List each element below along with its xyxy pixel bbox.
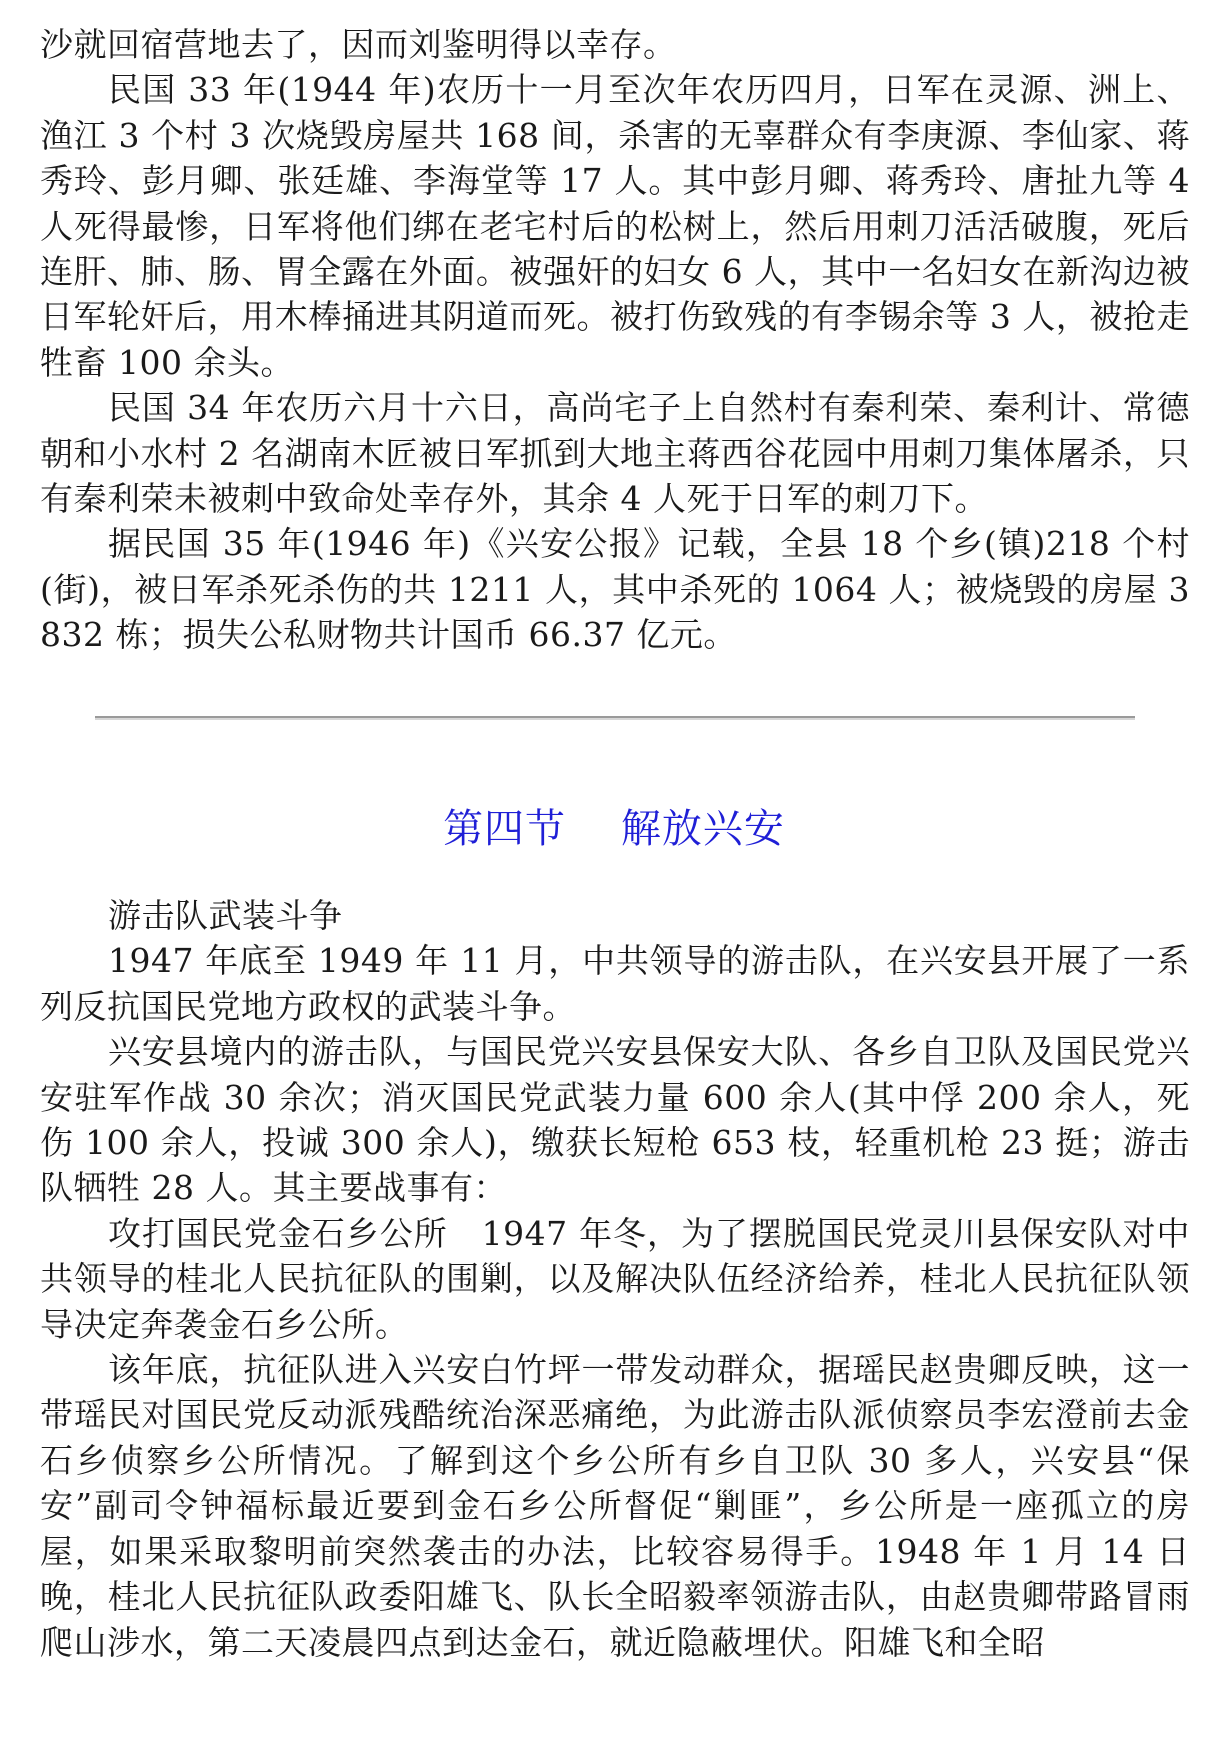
paragraph-battle-summary: 兴安县境内的游击队，与国民党兴安县保安大队、各乡自卫队及国民党兴安驻军作战 30 余次；消灭国民党武装力量 600 余人(其中俘 200 余人，死伤 100 余人，投诚 300 余人)，缴获长短枪 653 枝，轻重机枪 23 挺；游击队牺牲 28 人。其主要战事有： — [40, 1032, 1190, 1208]
section-divider — [95, 716, 1135, 720]
paragraph-jinshi-attack: 攻打国民党金石乡公所 1947 年冬，为了摆脱国民党灵川县保安队对中共领导的桂北人民抗征队的围剿，以及解决队伍经济给养，桂北人民抗征队领导决定奔袭金石乡公所。 — [40, 1213, 1190, 1344]
subheading-guerrilla-struggle: 游击队武装斗争 — [108, 896, 343, 935]
top-text-block — [40, 22, 1190, 658]
paragraph-1944-atrocities: 民国 33 年(1944 年)农历十一月至次年农历四月，日军在灵源、洲上、渔江 3 个村 3 次烧毁房屋共 168 间，杀害的无辜群众有李庚源、李仙家、蒋秀玲、彭月卿、张廷雄、李海堂等 17 人。其中彭月卿、蒋秀玲、唐扯九等 4 人死得最惨，日军将他们绑在老宅村后的松树上，然后用刺刀活活破腹，死后连肝、肺、肠、胃全露在外面。被强奸的妇女 6 人，其中一名妇女在新沟边被日军轮奸后，用木棒捅进其阴道而死。被打伤致残的有李锡余等 3 人，被抢走牲畜 100 余头。 — [40, 70, 1190, 382]
paragraph-1945-massacre: 民国 34 年农历六月十六日，高尚宅子上自然村有秦利荣、秦利计、常德朝和小水村 2 名湖南木匠被日军抓到大地主蒋西谷花园中用刺刀集体屠杀，只有秦利荣未被刺中致命处幸存外，其余 4 人死于日军的刺刀下。 — [40, 388, 1190, 519]
paragraph-continuation: 沙就回宿营地去了，因而刘鉴明得以幸存。 — [40, 25, 677, 64]
bottom-text-block — [40, 893, 1190, 1665]
section-title: 第四节 解放兴安 — [443, 806, 785, 852]
paragraph-1946-statistics: 据民国 35 年(1946 年)《兴安公报》记载，全县 18 个乡(镇)218 个村(街)，被日军杀死杀伤的共 1211 人，其中杀死的 1064 人；被烧毁的房屋 3832 栋；损失公私财物共计国币 66.37 亿元。 — [40, 524, 1190, 655]
paragraph-jinshi-reconnaissance: 该年底，抗征队进入兴安白竹坪一带发动群众，据瑶民赵贵卿反映，这一带瑶民对国民党反动派残酷统治深恶痛绝，为此游击队派侦察员李宏澄前去金石乡侦察乡公所情况。了解到这个乡公所有乡自卫队 30 多人，兴安县“保安”副司令钟福标最近要到金石乡公所督促“剿匪”，乡公所是一座孤立的房屋，如果采取黎明前突然袭击的办法，比较容易得手。1948 年 1 月 14 日晚，桂北人民抗征队政委阳雄飞、队长全昭毅率领游击队，由赵贵卿带路冒雨爬山涉水，第二天凌晨四点到达金石，就近隐蔽埋伏。阳雄飞和全昭 — [40, 1350, 1190, 1662]
paragraph-guerrilla-overview: 1947 年底至 1949 年 11 月，中共领导的游击队，在兴安县开展了一系列反抗国民党地方政权的武装斗争。 — [40, 941, 1190, 1026]
